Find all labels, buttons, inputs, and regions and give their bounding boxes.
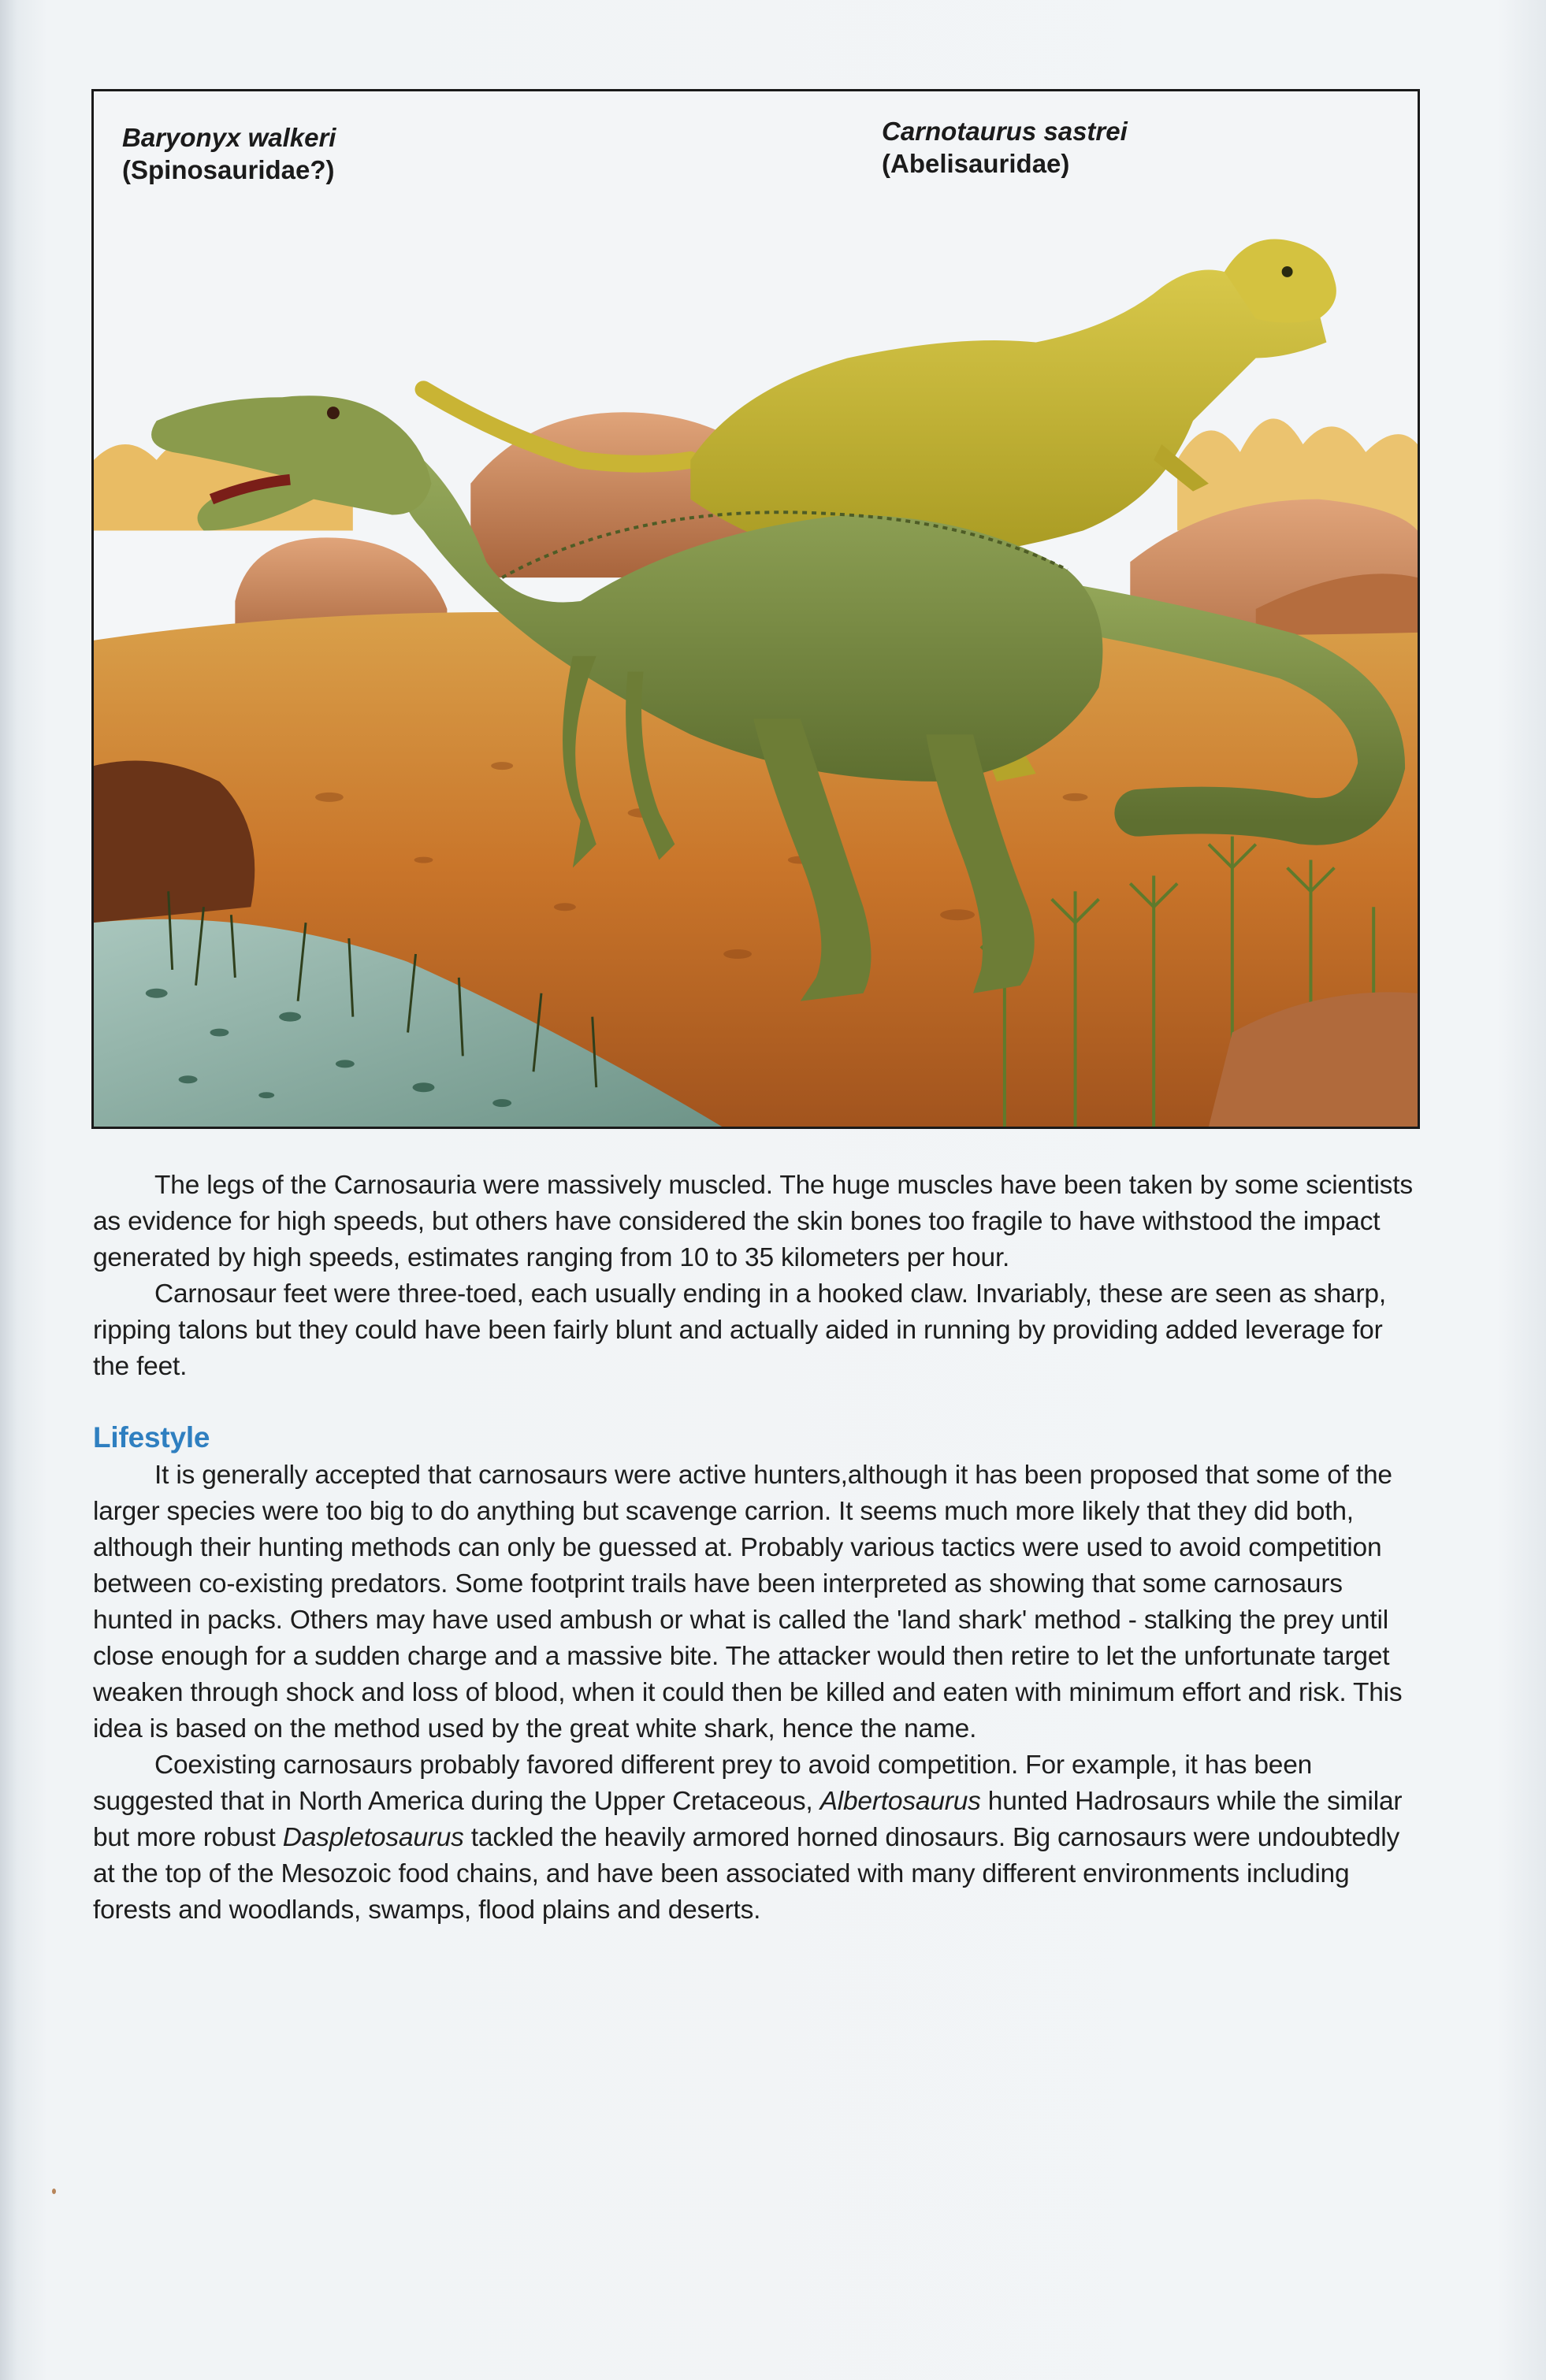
paragraph-hunting: It is generally accepted that carnosaurs were active hunters,although it has been proposed that some of the larger species were too big to do anything but scavenge carrion. It seems much more likely that they did both, although their hunting methods can only be guessed at. Probably various tactics were used to avoid competition between co-existing predators. Some footprint trails have been interpreted as showing that some carnosaurs hunted in packs. Others may have used ambush or what is called the 'land shark' method - stalking the prey until close enough for a sudden charge and a massive bite. The attacker would then retire to let the unfortunate target weaken through shock and loss of blood, when it could then be killed and eaten with minimum effort and risk. This idea is based on the method used by the great white shark, hence the name. xyxy=(93,1461,1403,1743)
genus-daspletosaurus: Daspletosaurus xyxy=(282,1823,464,1852)
caption-family: (Spinosauridae?) xyxy=(122,155,335,184)
paragraph-prey-part3: tackled the heavily armored horned dinosaurs. Big carnosaurs were undoubtedly at the top of the Mesozoic food chains, and have been associated with many different environments including forests and woodlands, swamps, flood plains and deserts. xyxy=(93,1823,1400,1925)
section-heading-lifestyle: Lifestyle xyxy=(93,1421,210,1454)
illustration-artwork xyxy=(94,91,1418,1127)
article-body xyxy=(93,1168,1425,1929)
caption-baryonyx xyxy=(122,121,336,186)
page-speck xyxy=(52,2189,56,2194)
caption-species: Baryonyx walkeri xyxy=(122,123,336,152)
paragraph-legs: The legs of the Carnosauria were massively muscled. The huge muscles have been taken by some scientists as evidence for high speeds, but others have considered the skin bones too fragile to have withstood the impact generated by high speeds, estimates ranging from 10 to 35 kilometers per hour. xyxy=(93,1171,1413,1272)
paragraph-feet: Carnosaur feet were three-toed, each usually ending in a hooked claw. Invariably, these are seen as sharp, ripping talons but they could have been fairly blunt and actually aided in running by providing added leverage for the feet. xyxy=(93,1279,1386,1381)
dinosaur-illustration xyxy=(91,89,1420,1129)
caption-species: Carnotaurus sastrei xyxy=(882,117,1128,146)
genus-albertosaurus: Albertosaurus xyxy=(819,1787,981,1816)
caption-family: (Abelisauridae) xyxy=(882,149,1070,178)
paragraph-prey-part1: Coexisting carnosaurs probably favored different prey to avoid competition. For example, it has been suggested that in North America during the Upper Cretaceous, xyxy=(93,1751,1313,1816)
caption-carnotaurus xyxy=(882,115,1128,180)
paragraph-prey-part2: hunted Hadrosaurs while the similar but more robust xyxy=(93,1787,1403,1852)
paragraph-prey xyxy=(93,1747,1425,1929)
